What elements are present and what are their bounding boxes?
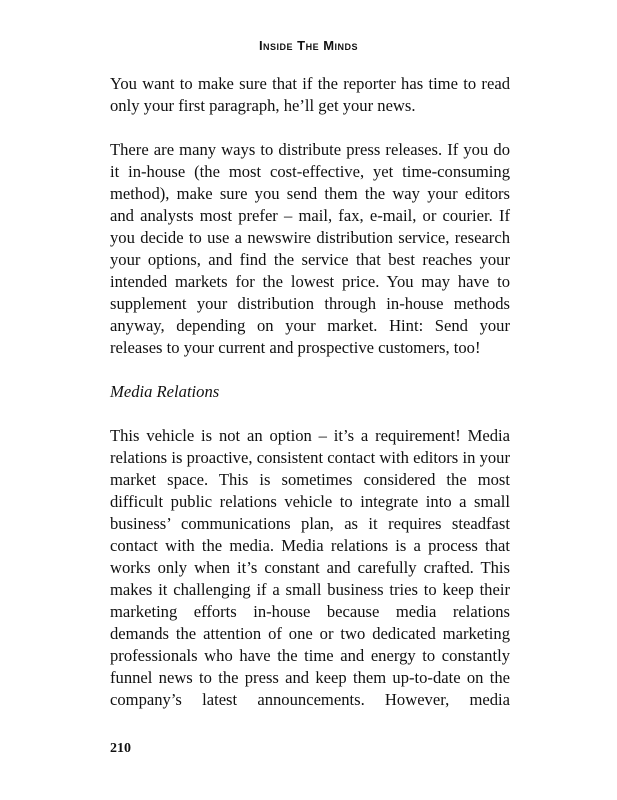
page-number: 210 <box>110 741 131 756</box>
paragraph-distribution: There are many ways to distribute press releases. If you do it in-house (the most cost-effective, yet time-consuming method), make sure you send them the way your editors and analysts most prefer – mail, fax, e-mail, or courier. If you decide to use a newswire distribution service, research your options, and find the service that best reaches your intended markets for the lowest price. You may have to supplement your distribution through in-house methods anyway, depending on your market. Hint: Send your releases to your current and prospective customers, too! <box>110 140 510 357</box>
paragraph-media-relations: This vehicle is not an option – it’s a requirement! Media relations is proactive, consistent contact with editors in your market space. This is sometimes considered the most difficult public relations vehicle to integrate into a small business’ communications plan, as it requires steadfast contact with the media. Media relations is a process that works only when it’s constant and carefully crafted. This makes it challenging if a small business tries to keep their marketing efforts in-house because media relations demands the attention of one or two dedicated marketing professionals who have the time and energy to constantly funnel news to the press and keep them up-to-date on the company’s latest announcements. However, media <box>110 426 510 709</box>
section-heading: Media Relations <box>110 382 220 401</box>
page-body <box>110 73 510 711</box>
running-head: Inside The Minds <box>258 38 359 53</box>
paragraph-first-paragraph-advice: You want to make sure that if the reporter has time to read only your first paragraph, he’ll get your news. <box>110 74 510 115</box>
